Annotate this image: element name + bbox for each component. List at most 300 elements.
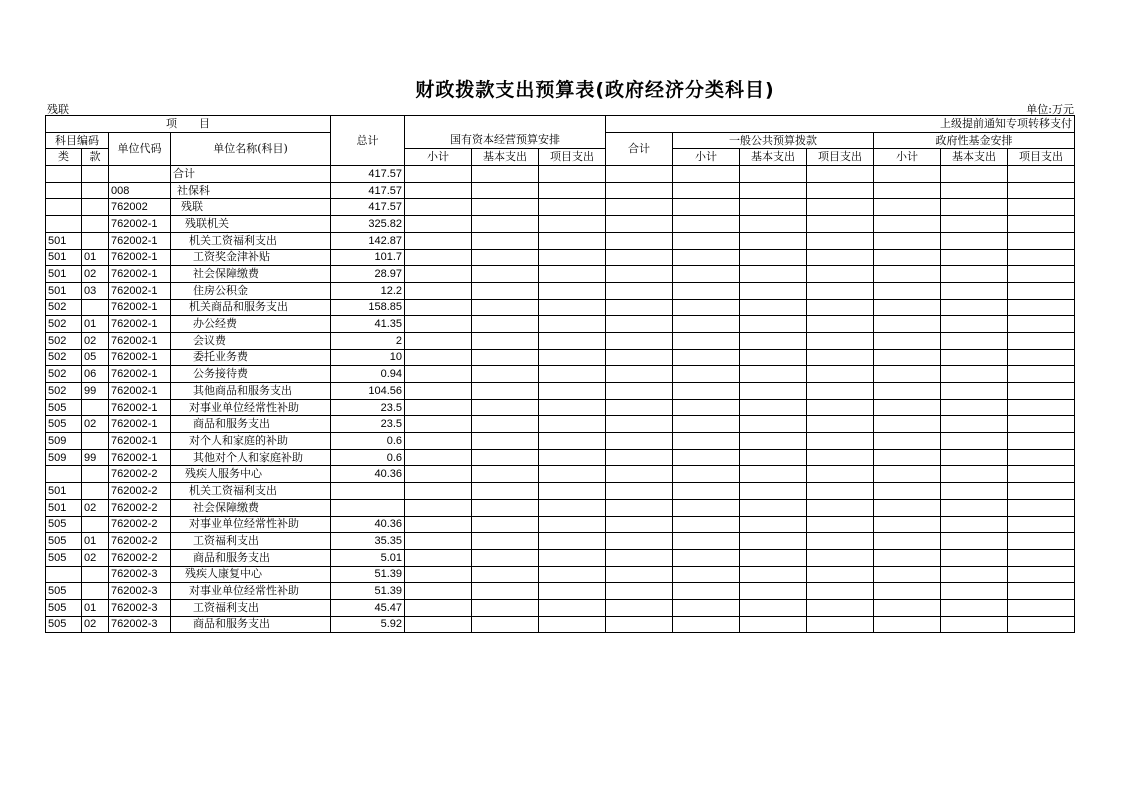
cell-empty xyxy=(740,316,807,333)
cell-empty xyxy=(539,282,606,299)
table-row xyxy=(46,533,1075,550)
cell-lei: 505 xyxy=(46,399,82,416)
cell-lei: 501 xyxy=(46,266,82,283)
cell-lei: 501 xyxy=(46,483,82,500)
cell-empty xyxy=(941,266,1008,283)
cell-empty xyxy=(539,583,606,600)
cell-empty xyxy=(874,533,941,550)
cell-kuan xyxy=(82,583,109,600)
cell-empty xyxy=(405,433,472,450)
cell-empty xyxy=(539,383,606,400)
cell-empty xyxy=(405,599,472,616)
cell-kuan xyxy=(82,216,109,233)
header-state-capital: 国有资本经营预算安排 xyxy=(405,132,606,149)
table-row xyxy=(46,232,1075,249)
cell-empty xyxy=(941,483,1008,500)
budget-table xyxy=(45,115,1075,633)
cell-unit-code: 762002-1 xyxy=(109,449,171,466)
cell-empty xyxy=(874,399,941,416)
cell-empty xyxy=(405,583,472,600)
cell-empty xyxy=(941,216,1008,233)
cell-unit-name: 委托业务费 xyxy=(171,349,331,366)
cell-empty xyxy=(673,316,740,333)
cell-lei: 502 xyxy=(46,383,82,400)
cell-empty xyxy=(1008,166,1075,183)
cell-kuan: 02 xyxy=(82,499,109,516)
cell-empty xyxy=(606,433,673,450)
cell-empty xyxy=(673,616,740,633)
cell-lei: 505 xyxy=(46,583,82,600)
cell-empty xyxy=(606,449,673,466)
cell-total: 142.87 xyxy=(331,232,405,249)
cell-total: 417.57 xyxy=(331,166,405,183)
cell-unit-code: 762002-1 xyxy=(109,249,171,266)
cell-empty xyxy=(740,566,807,583)
cell-unit-name: 商品和服务支出 xyxy=(171,616,331,633)
cell-empty xyxy=(673,516,740,533)
cell-empty xyxy=(941,199,1008,216)
cell-unit-name: 对个人和家庭的补助 xyxy=(171,433,331,450)
cell-empty xyxy=(539,599,606,616)
cell-unit-name: 社会保障缴费 xyxy=(171,499,331,516)
cell-empty xyxy=(606,266,673,283)
cell-empty xyxy=(941,433,1008,450)
cell-empty xyxy=(539,332,606,349)
cell-total: 41.35 xyxy=(331,316,405,333)
cell-empty xyxy=(1008,366,1075,383)
cell-total: 51.39 xyxy=(331,583,405,600)
cell-total: 101.7 xyxy=(331,249,405,266)
header-unit-name: 单位名称(科目) xyxy=(171,132,331,165)
cell-kuan: 01 xyxy=(82,599,109,616)
cell-lei: 505 xyxy=(46,416,82,433)
cell-unit-code: 762002 xyxy=(109,199,171,216)
cell-empty xyxy=(539,399,606,416)
cell-empty xyxy=(1008,249,1075,266)
cell-empty xyxy=(539,232,606,249)
cell-empty xyxy=(807,449,874,466)
cell-empty xyxy=(740,349,807,366)
header-subtotal: 小计 xyxy=(874,149,941,166)
cell-empty xyxy=(606,499,673,516)
cell-unit-code: 762002-3 xyxy=(109,599,171,616)
cell-empty xyxy=(405,266,472,283)
header-unit-code: 单位代码 xyxy=(109,132,171,165)
cell-empty xyxy=(539,499,606,516)
cell-empty xyxy=(405,499,472,516)
cell-empty xyxy=(874,599,941,616)
table-row xyxy=(46,483,1075,500)
cell-empty xyxy=(539,483,606,500)
cell-kuan: 99 xyxy=(82,383,109,400)
cell-total: 5.01 xyxy=(331,549,405,566)
cell-kuan xyxy=(82,182,109,199)
table-row xyxy=(46,399,1075,416)
cell-empty xyxy=(874,566,941,583)
cell-empty xyxy=(606,366,673,383)
cell-empty xyxy=(740,466,807,483)
cell-empty xyxy=(807,483,874,500)
cell-kuan: 01 xyxy=(82,249,109,266)
header-subject-code: 科目编码 xyxy=(46,132,109,149)
cell-unit-name: 对事业单位经常性补助 xyxy=(171,583,331,600)
cell-unit-name: 机关工资福利支出 xyxy=(171,483,331,500)
cell-empty xyxy=(472,383,539,400)
cell-empty xyxy=(472,216,539,233)
cell-empty xyxy=(539,166,606,183)
cell-empty xyxy=(941,533,1008,550)
table-row xyxy=(46,216,1075,233)
table-row xyxy=(46,566,1075,583)
cell-empty xyxy=(673,216,740,233)
cell-empty xyxy=(673,433,740,450)
cell-empty xyxy=(807,399,874,416)
cell-empty xyxy=(740,383,807,400)
cell-empty xyxy=(874,416,941,433)
cell-unit-code xyxy=(109,166,171,183)
cell-lei: 502 xyxy=(46,299,82,316)
cell-empty xyxy=(1008,566,1075,583)
cell-empty xyxy=(807,533,874,550)
cell-empty xyxy=(673,366,740,383)
cell-empty xyxy=(740,583,807,600)
cell-empty xyxy=(874,249,941,266)
cell-empty xyxy=(539,616,606,633)
table-row xyxy=(46,366,1075,383)
cell-unit-name: 会议费 xyxy=(171,332,331,349)
cell-unit-name: 残联机关 xyxy=(171,216,331,233)
cell-lei: 502 xyxy=(46,332,82,349)
cell-empty xyxy=(606,249,673,266)
cell-unit-code: 762002-3 xyxy=(109,616,171,633)
cell-unit-name: 商品和服务支出 xyxy=(171,549,331,566)
cell-unit-name: 工资奖金津补贴 xyxy=(171,249,331,266)
cell-empty xyxy=(874,616,941,633)
cell-empty xyxy=(1008,232,1075,249)
cell-kuan xyxy=(82,166,109,183)
cell-total: 23.5 xyxy=(331,416,405,433)
cell-empty xyxy=(807,466,874,483)
cell-empty xyxy=(874,216,941,233)
cell-unit-name: 对事业单位经常性补助 xyxy=(171,516,331,533)
cell-total: 12.2 xyxy=(331,282,405,299)
cell-empty xyxy=(405,466,472,483)
table-row xyxy=(46,316,1075,333)
cell-empty xyxy=(539,249,606,266)
cell-empty xyxy=(539,466,606,483)
cell-total: 23.5 xyxy=(331,399,405,416)
cell-empty xyxy=(673,599,740,616)
cell-empty xyxy=(539,566,606,583)
cell-empty xyxy=(1008,516,1075,533)
cell-total: 10 xyxy=(331,349,405,366)
cell-empty xyxy=(807,566,874,583)
cell-unit-name: 住房公积金 xyxy=(171,282,331,299)
cell-empty xyxy=(606,316,673,333)
cell-empty xyxy=(539,299,606,316)
cell-empty xyxy=(807,232,874,249)
cell-empty xyxy=(405,332,472,349)
cell-empty xyxy=(807,416,874,433)
cell-empty xyxy=(807,383,874,400)
cell-empty xyxy=(941,466,1008,483)
cell-empty xyxy=(673,332,740,349)
cell-empty xyxy=(941,599,1008,616)
cell-empty xyxy=(472,199,539,216)
table-row xyxy=(46,433,1075,450)
cell-empty xyxy=(606,383,673,400)
cell-empty xyxy=(740,216,807,233)
cell-kuan: 02 xyxy=(82,616,109,633)
cell-kuan xyxy=(82,516,109,533)
header-fund: 政府性基金安排 xyxy=(874,132,1075,149)
cell-empty xyxy=(874,466,941,483)
table-row xyxy=(46,549,1075,566)
cell-empty xyxy=(941,366,1008,383)
cell-empty xyxy=(472,433,539,450)
cell-empty xyxy=(472,416,539,433)
table-row xyxy=(46,583,1075,600)
table-row xyxy=(46,599,1075,616)
cell-unit-name: 工资福利支出 xyxy=(171,533,331,550)
cell-kuan xyxy=(82,299,109,316)
cell-empty xyxy=(539,366,606,383)
cell-unit-code: 762002-2 xyxy=(109,499,171,516)
cell-empty xyxy=(606,299,673,316)
cell-empty xyxy=(740,232,807,249)
cell-empty xyxy=(874,549,941,566)
cell-empty xyxy=(472,466,539,483)
table-row xyxy=(46,516,1075,533)
table-row xyxy=(46,383,1075,400)
cell-unit-code: 762002-2 xyxy=(109,516,171,533)
cell-unit-name: 其他商品和服务支出 xyxy=(171,383,331,400)
page-title: 财政拨款支出预算表(政府经济分类科目) xyxy=(415,79,775,101)
cell-unit-name: 社保科 xyxy=(171,182,331,199)
cell-lei xyxy=(46,216,82,233)
cell-lei xyxy=(46,466,82,483)
cell-empty xyxy=(472,249,539,266)
cell-empty xyxy=(405,232,472,249)
cell-empty xyxy=(1008,433,1075,450)
cell-unit-name: 办公经费 xyxy=(171,316,331,333)
cell-lei: 505 xyxy=(46,599,82,616)
header-total: 总计 xyxy=(331,116,405,166)
cell-unit-name: 公务接待费 xyxy=(171,366,331,383)
cell-lei xyxy=(46,199,82,216)
cell-empty xyxy=(874,499,941,516)
cell-empty xyxy=(405,199,472,216)
cell-kuan: 02 xyxy=(82,266,109,283)
cell-empty xyxy=(740,266,807,283)
cell-empty xyxy=(807,599,874,616)
cell-empty xyxy=(539,182,606,199)
cell-empty xyxy=(807,583,874,600)
cell-empty xyxy=(472,282,539,299)
cell-empty xyxy=(874,366,941,383)
cell-empty xyxy=(1008,533,1075,550)
unit-label: 单位:万元 xyxy=(1026,103,1074,116)
cell-unit-code: 762002-1 xyxy=(109,316,171,333)
cell-total: 417.57 xyxy=(331,182,405,199)
cell-empty xyxy=(606,182,673,199)
cell-empty xyxy=(606,466,673,483)
cell-total: 158.85 xyxy=(331,299,405,316)
cell-empty xyxy=(1008,383,1075,400)
table-row xyxy=(46,166,1075,183)
table-row xyxy=(46,416,1075,433)
cell-unit-code: 762002-1 xyxy=(109,399,171,416)
cell-empty xyxy=(874,166,941,183)
cell-kuan xyxy=(82,199,109,216)
cell-empty xyxy=(673,499,740,516)
cell-total: 51.39 xyxy=(331,566,405,583)
cell-empty xyxy=(874,516,941,533)
cell-lei: 505 xyxy=(46,533,82,550)
cell-kuan xyxy=(82,433,109,450)
cell-empty xyxy=(405,383,472,400)
cell-lei: 505 xyxy=(46,516,82,533)
cell-empty xyxy=(1008,583,1075,600)
cell-empty xyxy=(673,199,740,216)
cell-empty xyxy=(472,299,539,316)
cell-empty xyxy=(807,616,874,633)
cell-lei: 509 xyxy=(46,433,82,450)
cell-empty xyxy=(606,616,673,633)
cell-empty xyxy=(405,416,472,433)
cell-empty xyxy=(941,349,1008,366)
cell-empty xyxy=(472,549,539,566)
cell-empty xyxy=(472,599,539,616)
cell-empty xyxy=(740,533,807,550)
cell-total: 5.92 xyxy=(331,616,405,633)
cell-empty xyxy=(740,416,807,433)
cell-empty xyxy=(405,249,472,266)
header-lei: 类 xyxy=(46,149,82,166)
cell-empty xyxy=(606,549,673,566)
cell-kuan xyxy=(82,399,109,416)
cell-empty xyxy=(673,166,740,183)
cell-empty xyxy=(539,433,606,450)
cell-empty xyxy=(673,549,740,566)
cell-kuan xyxy=(82,566,109,583)
cell-lei: 501 xyxy=(46,249,82,266)
cell-empty xyxy=(405,449,472,466)
cell-empty xyxy=(807,433,874,450)
cell-empty xyxy=(673,383,740,400)
header-transfer: 上级提前通知专项转移支付 xyxy=(606,116,1075,133)
cell-lei: 502 xyxy=(46,366,82,383)
cell-kuan: 03 xyxy=(82,282,109,299)
cell-empty xyxy=(941,399,1008,416)
table-row xyxy=(46,466,1075,483)
cell-empty xyxy=(539,266,606,283)
cell-lei: 501 xyxy=(46,282,82,299)
cell-empty xyxy=(807,366,874,383)
cell-empty xyxy=(673,583,740,600)
cell-empty xyxy=(472,399,539,416)
cell-total: 104.56 xyxy=(331,383,405,400)
cell-empty xyxy=(740,399,807,416)
cell-empty xyxy=(539,449,606,466)
cell-unit-code: 762002-2 xyxy=(109,549,171,566)
header-project-exp: 项目支出 xyxy=(807,149,874,166)
cell-empty xyxy=(405,182,472,199)
cell-empty xyxy=(941,232,1008,249)
cell-empty xyxy=(673,349,740,366)
cell-empty xyxy=(740,182,807,199)
cell-empty xyxy=(539,199,606,216)
table-row xyxy=(46,282,1075,299)
cell-unit-code: 762002-3 xyxy=(109,583,171,600)
cell-total: 0.6 xyxy=(331,449,405,466)
cell-empty xyxy=(740,366,807,383)
cell-empty xyxy=(472,266,539,283)
cell-unit-code: 762002-3 xyxy=(109,566,171,583)
cell-total: 417.57 xyxy=(331,199,405,216)
table-row xyxy=(46,332,1075,349)
cell-empty xyxy=(1008,416,1075,433)
cell-empty xyxy=(807,349,874,366)
cell-empty xyxy=(1008,599,1075,616)
cell-total: 0.94 xyxy=(331,366,405,383)
cell-empty xyxy=(1008,266,1075,283)
cell-empty xyxy=(941,549,1008,566)
cell-empty xyxy=(673,266,740,283)
cell-unit-code: 762002-1 xyxy=(109,282,171,299)
cell-empty xyxy=(740,249,807,266)
table-body xyxy=(46,166,1075,633)
cell-empty xyxy=(807,182,874,199)
cell-empty xyxy=(1008,399,1075,416)
cell-empty xyxy=(472,232,539,249)
cell-unit-code: 762002-1 xyxy=(109,216,171,233)
cell-empty xyxy=(673,299,740,316)
cell-lei xyxy=(46,182,82,199)
cell-lei: 501 xyxy=(46,232,82,249)
cell-unit-code: 762002-1 xyxy=(109,266,171,283)
cell-empty xyxy=(807,249,874,266)
cell-empty xyxy=(740,549,807,566)
cell-empty xyxy=(740,433,807,450)
cell-empty xyxy=(472,332,539,349)
cell-empty xyxy=(405,316,472,333)
cell-kuan: 06 xyxy=(82,366,109,383)
cell-unit-name: 残疾人服务中心 xyxy=(171,466,331,483)
table-row xyxy=(46,199,1075,216)
cell-empty xyxy=(740,199,807,216)
cell-empty xyxy=(673,399,740,416)
cell-empty xyxy=(874,199,941,216)
cell-unit-code: 762002-1 xyxy=(109,232,171,249)
header-project-exp: 项目支出 xyxy=(1008,149,1075,166)
header-subtotal: 小计 xyxy=(673,149,740,166)
cell-empty xyxy=(807,166,874,183)
cell-empty xyxy=(606,483,673,500)
cell-empty xyxy=(740,599,807,616)
cell-empty xyxy=(472,616,539,633)
cell-empty xyxy=(874,583,941,600)
header-basic: 基本支出 xyxy=(472,149,539,166)
cell-empty xyxy=(405,216,472,233)
table-row xyxy=(46,299,1075,316)
cell-empty xyxy=(405,282,472,299)
cell-total xyxy=(331,483,405,500)
cell-unit-name: 残联 xyxy=(171,199,331,216)
table-row xyxy=(46,349,1075,366)
cell-empty xyxy=(472,349,539,366)
header-subtotal: 小计 xyxy=(405,149,472,166)
